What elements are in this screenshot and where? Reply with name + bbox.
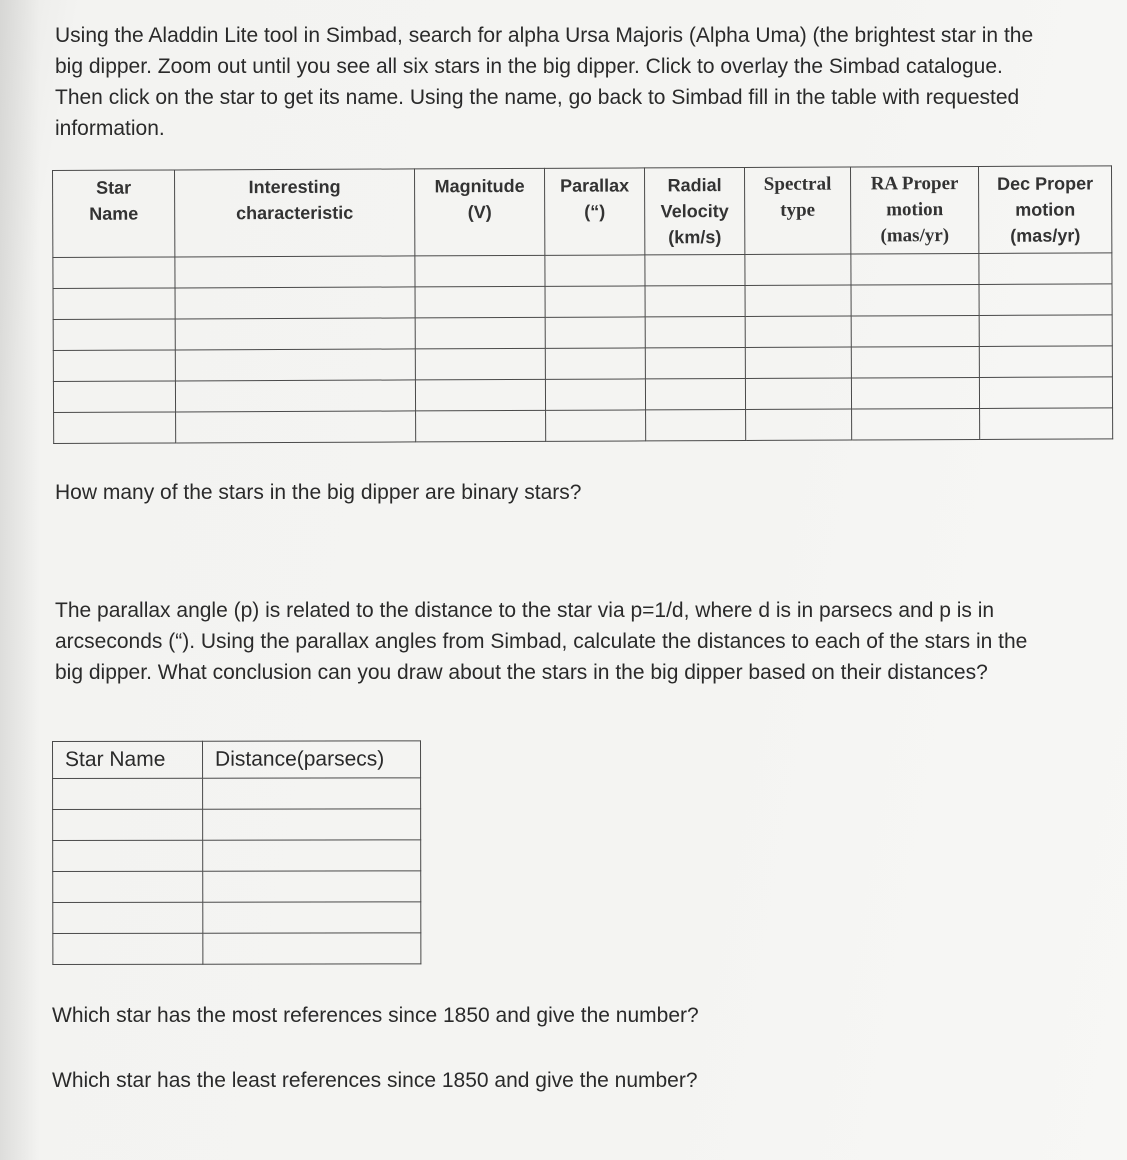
star-table-row	[53, 284, 1112, 320]
col-header-spectral-type: Spectral type	[744, 167, 850, 254]
distance-table-cell[interactable]	[203, 778, 421, 809]
star-table-cell[interactable]	[745, 347, 851, 378]
distance-table-cell[interactable]	[53, 871, 203, 902]
instructions-paragraph: Using the Aladdin Lite tool in Simbad, search for alpha Ursa Majoris (Alpha Uma) (the brightest star in the big dipper. Zoom out until you see all six stars in the big dipper. Click to overlay the Simbad catalogue. Then click on the star to get its name. Using the name, go back to Simbad fill in the table with requested information.	[55, 24, 1034, 140]
distance-table-cell[interactable]	[53, 778, 203, 809]
star-table-cell[interactable]	[646, 409, 746, 440]
question-least-references: Which star has the least references since 1850 and give the number?	[52, 1069, 698, 1092]
star-table-cell[interactable]	[175, 349, 415, 381]
star-table-cell[interactable]	[979, 377, 1112, 409]
distance-table-cell[interactable]	[53, 809, 203, 840]
star-table-cell[interactable]	[746, 409, 852, 440]
star-table-cell[interactable]	[645, 347, 745, 378]
star-table-cell[interactable]	[545, 286, 645, 317]
star-table-cell[interactable]	[546, 410, 646, 441]
star-table-cell[interactable]	[545, 255, 645, 286]
question-binary-stars: How many of the stars in the big dipper are binary stars?	[55, 481, 582, 504]
col-header-ra-proper-motion: RA Proper motion (mas/yr)	[850, 166, 978, 254]
star-table-cell[interactable]	[645, 285, 745, 316]
star-table-row	[53, 253, 1112, 289]
distance-table-row	[53, 778, 421, 810]
star-table-cell[interactable]	[53, 381, 175, 413]
star-table-cell[interactable]	[745, 316, 851, 347]
star-table-cell[interactable]	[745, 254, 851, 285]
star-table-cell[interactable]	[645, 254, 745, 285]
star-table-cell[interactable]	[979, 346, 1112, 378]
col-header-distance-star-name: Star Name	[53, 741, 203, 778]
star-table-row	[53, 315, 1112, 351]
col-header-dec-proper-motion: Dec Proper motion (mas/yr)	[978, 166, 1111, 254]
star-table-cell[interactable]	[175, 256, 415, 288]
col-header-distance-parsecs: Distance(parsecs)	[203, 741, 421, 778]
star-table-cell[interactable]	[545, 348, 645, 379]
star-table-cell[interactable]	[851, 315, 979, 347]
star-table-cell[interactable]	[979, 284, 1112, 316]
distance-table-cell[interactable]	[203, 840, 421, 871]
col-header-interesting-characteristic: Interesting characteristic	[175, 169, 415, 257]
parallax-instructions: The parallax angle (p) is related to the distance to the star via p=1/d, where d is in parsecs and p is in arcseconds (“). Using the parallax angles from Simbad, calculate the distances to each of the stars in the big dipper. What conclusion can you draw about the stars in the big dipper based on their distances?	[55, 599, 1028, 684]
question-most-references: Which star has the most references since 1850 and give the number?	[52, 1004, 699, 1027]
star-table-cell[interactable]	[851, 377, 979, 409]
star-table-cell[interactable]	[851, 284, 979, 316]
star-data-table	[52, 165, 1113, 444]
star-table-cell[interactable]	[979, 253, 1112, 285]
star-table-cell[interactable]	[980, 408, 1113, 440]
distance-header-row	[53, 741, 421, 779]
star-table-cell[interactable]	[415, 286, 545, 318]
star-table-row	[54, 408, 1113, 444]
distance-table-row	[53, 871, 421, 903]
star-table-cell[interactable]	[53, 257, 175, 289]
star-table-cell[interactable]	[175, 287, 415, 319]
distance-table-cell[interactable]	[203, 809, 421, 840]
star-table-cell[interactable]	[645, 378, 745, 409]
star-table-cell[interactable]	[415, 348, 545, 380]
distance-table-row	[53, 809, 421, 841]
star-table-cell[interactable]	[53, 350, 175, 382]
distance-table-row	[53, 840, 421, 872]
star-table-cell[interactable]	[415, 317, 545, 349]
star-table-cell[interactable]	[851, 253, 979, 285]
star-table-cell[interactable]	[979, 315, 1112, 347]
star-table-cell[interactable]	[545, 317, 645, 348]
distance-table	[52, 740, 421, 965]
star-table-row	[53, 346, 1112, 382]
star-table-cell[interactable]	[175, 318, 415, 350]
star-table-cell[interactable]	[745, 378, 851, 409]
star-table-cell[interactable]	[415, 255, 545, 287]
distance-table-cell[interactable]	[53, 933, 203, 964]
distance-table-row	[53, 902, 421, 934]
star-table-cell[interactable]	[415, 379, 545, 411]
star-table-cell[interactable]	[53, 288, 175, 320]
col-header-radial-velocity: Radial Velocity (km/s)	[644, 167, 744, 254]
distance-table-cell[interactable]	[203, 902, 421, 933]
star-table-cell[interactable]	[176, 411, 416, 443]
distance-table-row	[53, 933, 421, 965]
col-header-magnitude: Magnitude (V)	[414, 168, 544, 256]
star-table-cell[interactable]	[545, 379, 645, 410]
star-table-cell[interactable]	[745, 285, 851, 316]
star-table-cell[interactable]	[416, 410, 546, 442]
star-table-cell[interactable]	[851, 346, 979, 378]
page-shadow	[0, 0, 40, 1160]
distance-table-cell[interactable]	[53, 840, 203, 871]
distance-table-cell[interactable]	[203, 871, 421, 902]
star-table-cell[interactable]	[53, 319, 175, 351]
star-table-cell[interactable]	[645, 316, 745, 347]
star-table-cell[interactable]	[54, 412, 176, 444]
star-table-cell[interactable]	[175, 380, 415, 412]
col-header-parallax: Parallax (“)	[544, 168, 644, 255]
star-table-row	[53, 377, 1112, 413]
distance-table-cell[interactable]	[203, 933, 421, 964]
distance-table-cell[interactable]	[53, 902, 203, 933]
table-header-row	[53, 166, 1112, 258]
col-header-star-name: Star Name	[53, 170, 175, 258]
star-table-cell[interactable]	[852, 408, 980, 440]
